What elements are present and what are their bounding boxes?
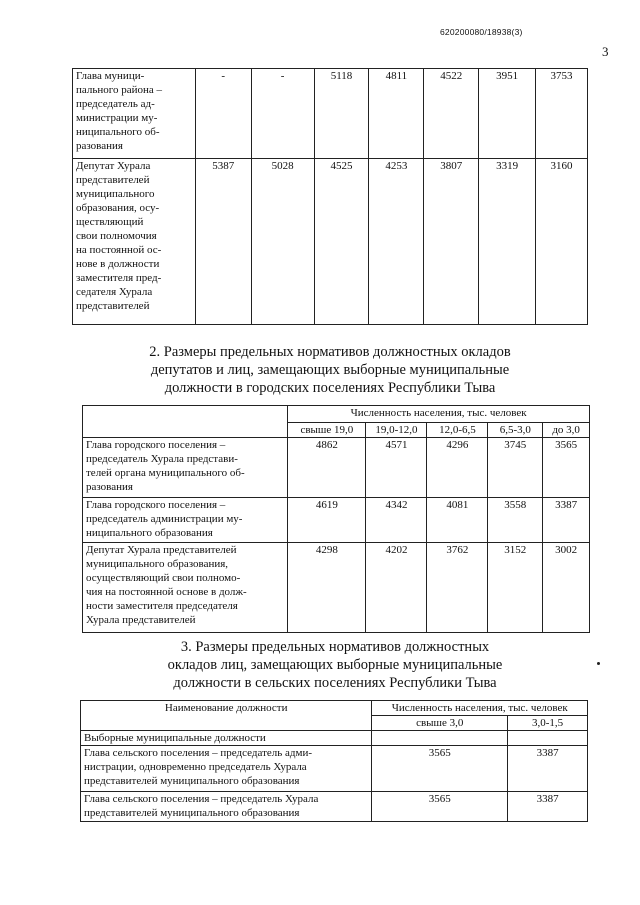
- cell-value: 3002: [543, 543, 590, 633]
- column-header: до 3,0: [543, 423, 590, 438]
- position-label: Депутат Хурала представителей муниципального образования, осуществляющий свои полномо- чия на постоянной основе в долж- ности заместителя председателя Хурала представителей: [83, 543, 288, 633]
- cell-value: 3558: [488, 498, 543, 543]
- table-row: [81, 792, 588, 822]
- cell-value: -: [195, 69, 251, 159]
- urban-salary-table: [82, 405, 590, 633]
- column-header: свыше 3,0: [372, 716, 508, 731]
- population-group-header: Численность населения, тыс. человек: [372, 701, 588, 716]
- cell-value: 5387: [195, 159, 251, 325]
- cell-value: 3762: [427, 543, 488, 633]
- cell-value: 4253: [369, 159, 424, 325]
- table-row: [83, 543, 590, 633]
- district-salary-table: [72, 68, 588, 325]
- cell-value: 3951: [479, 69, 536, 159]
- table-row: [83, 438, 590, 498]
- table-row: [73, 159, 588, 325]
- cell-value: 4525: [314, 159, 369, 325]
- cell-value: 3745: [488, 438, 543, 498]
- table-row: [83, 498, 590, 543]
- cell-value: 5118: [314, 69, 369, 159]
- category-row: [81, 731, 588, 746]
- cell-value: 3387: [543, 498, 590, 543]
- position-label: Глава городского поселения – председатель Хурала представи- телей органа муниципального об- разования: [83, 438, 288, 498]
- column-header: 19,0-12,0: [366, 423, 427, 438]
- population-group-header: Численность населения, тыс. человек: [288, 406, 590, 423]
- cell-value: 3565: [372, 746, 508, 792]
- table-row: [73, 69, 588, 159]
- position-label: Глава городского поселения – председатель администрации му- ниципального образования: [83, 498, 288, 543]
- position-label: Глава муници- пального района – председатель ад- министрации му- ниципального об- разования: [73, 69, 196, 159]
- position-label: Глава сельского поселения – председатель адми- нистрации, одновременно председатель Хурала представителей муниципального образования: [81, 746, 372, 792]
- cell-value: 4619: [288, 498, 366, 543]
- empty-cell: [508, 731, 588, 746]
- rural-salary-table: [80, 700, 588, 822]
- section-2-heading: 2. Размеры предельных нормативов должностных окладов депутатов и лиц, замещающих выборные муниципальные должности в городских поселениях Республики Тыва: [149, 344, 511, 396]
- page-number: 3: [602, 44, 609, 59]
- column-header: 12,0-6,5: [427, 423, 488, 438]
- cell-value: 3152: [488, 543, 543, 633]
- document-number: 620200080/18938(3): [440, 27, 523, 37]
- cell-value: 4862: [288, 438, 366, 498]
- position-label: Глава сельского поселения – председатель Хурала представителей муниципального образования: [81, 792, 372, 822]
- cell-value: 3387: [508, 792, 588, 822]
- cell-value: -: [251, 69, 314, 159]
- position-name-header: Наименование должности: [81, 701, 372, 731]
- column-header: 6,5-3,0: [488, 423, 543, 438]
- table-header-row: [81, 701, 588, 716]
- cell-value: 4296: [427, 438, 488, 498]
- stray-dot: [597, 662, 600, 665]
- category-label: Выборные муниципальные должности: [81, 731, 372, 746]
- column-header: свыше 19,0: [288, 423, 366, 438]
- cell-value: 3565: [543, 438, 590, 498]
- empty-header-cell: [83, 406, 288, 438]
- cell-value: 3319: [479, 159, 536, 325]
- cell-value: 4202: [366, 543, 427, 633]
- table-header-row: [83, 406, 590, 423]
- empty-cell: [372, 731, 508, 746]
- cell-value: 4081: [427, 498, 488, 543]
- cell-value: 3753: [536, 69, 588, 159]
- cell-value: 3387: [508, 746, 588, 792]
- position-label: Депутат Хурала представителей муниципального образования, осу- ществляющий свои полномочия на постоянной ос- нове в должности заместителя пред- седателя Хурала представителей: [73, 159, 196, 325]
- table-row: [81, 746, 588, 792]
- column-header: 3,0-1,5: [508, 716, 588, 731]
- cell-value: 3160: [536, 159, 588, 325]
- cell-value: 4522: [424, 69, 479, 159]
- cell-value: 4811: [369, 69, 424, 159]
- cell-value: 4571: [366, 438, 427, 498]
- cell-value: 4298: [288, 543, 366, 633]
- section-3-heading: 3. Размеры предельных нормативов должностных окладов лиц, замещающих выборные муниципальные должности в сельских поселениях Республики Тыва: [167, 639, 503, 691]
- cell-value: 4342: [366, 498, 427, 543]
- cell-value: 5028: [251, 159, 314, 325]
- cell-value: 3807: [424, 159, 479, 325]
- cell-value: 3565: [372, 792, 508, 822]
